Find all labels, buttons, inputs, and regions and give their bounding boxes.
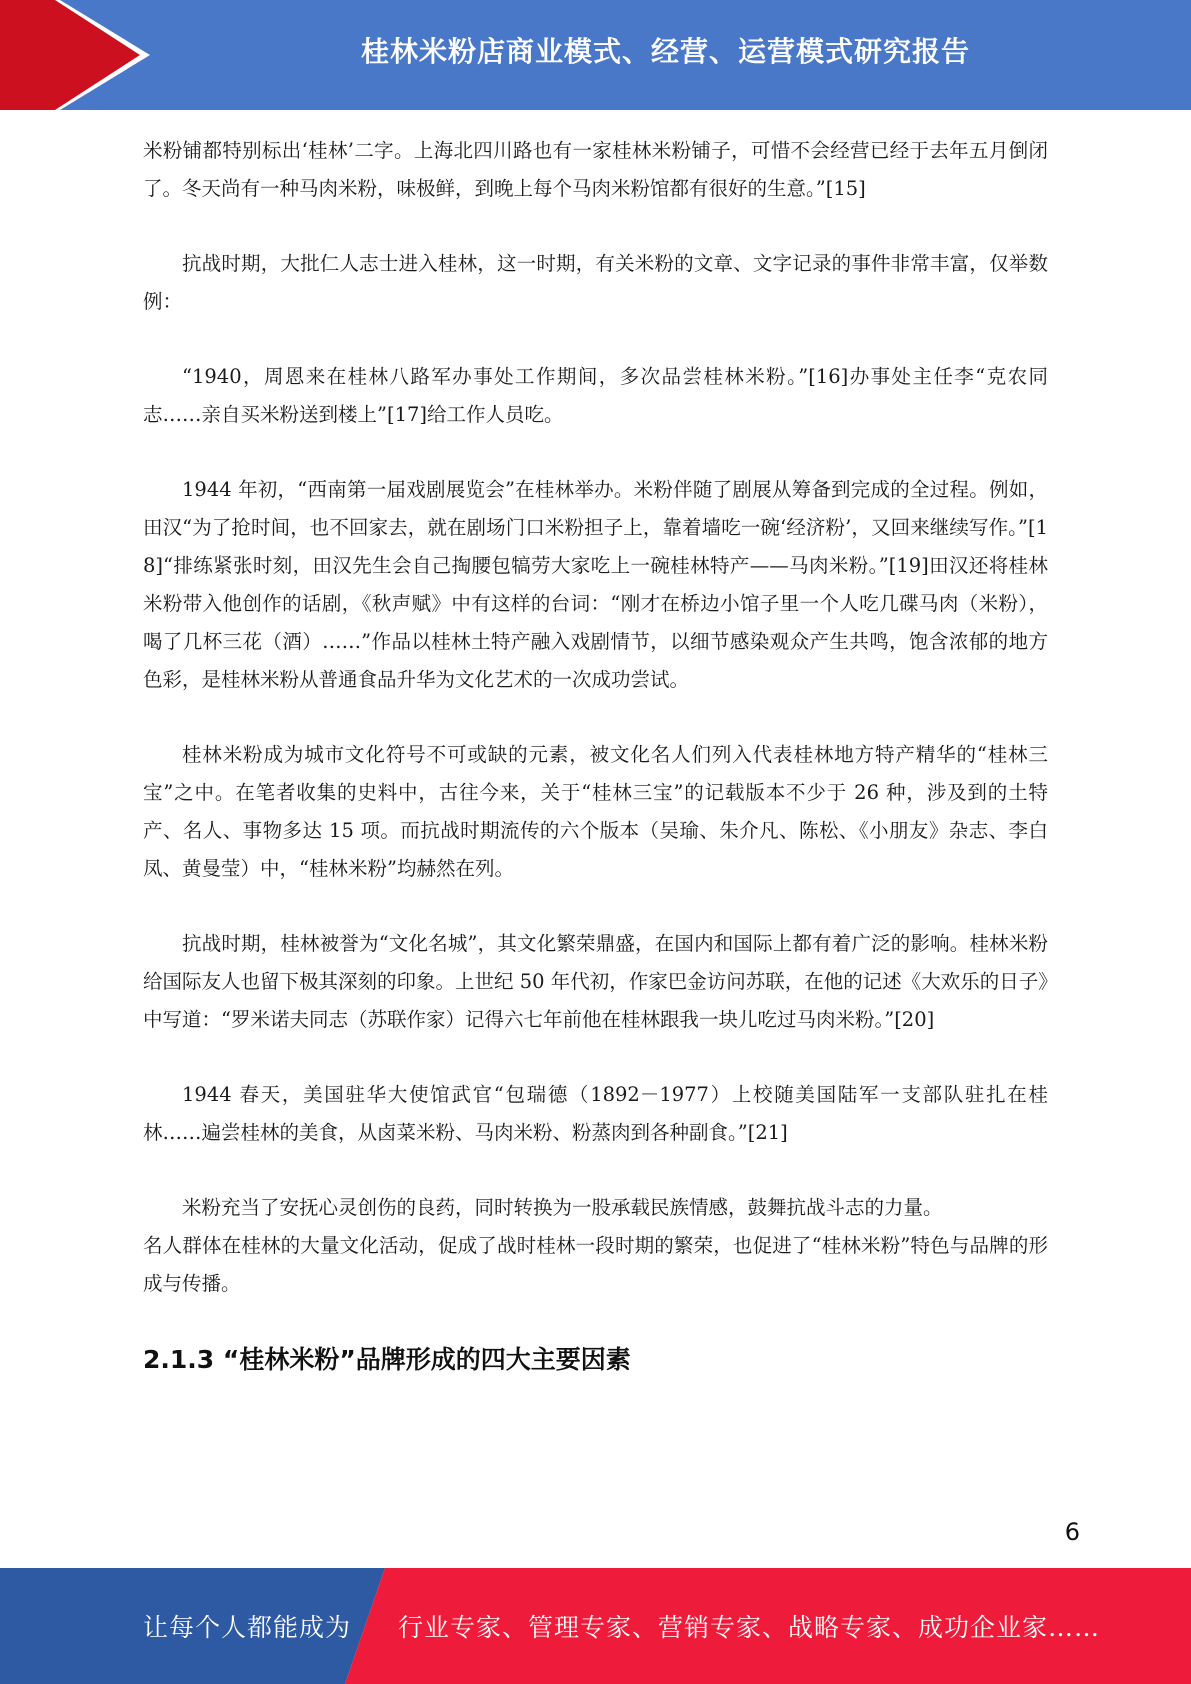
footer-slogan-right: 行业专家、管理专家、营销专家、战略专家、成功企业家…… <box>398 1613 1101 1642</box>
paragraph-group <box>143 1189 1048 1303</box>
page-footer <box>0 1568 1191 1684</box>
report-title: 桂林米粉店商业模式、经营、运营模式研究报告 <box>360 35 970 68</box>
paragraph: 米粉充当了安抚心灵创伤的良药，同时转换为一股承载民族情感，鼓舞抗战斗志的力量。 <box>182 1196 943 1219</box>
page-header <box>0 0 1191 110</box>
paragraph: 抗战时期，大批仁人志士进入桂林，这一时期，有关米粉的文章、文字记录的事件非常丰富，仅举数例： <box>143 252 1048 313</box>
paragraph: 抗战时期，桂林被誉为“文化名城”，其文化繁荣鼎盛，在国内和国际上都有着广泛的影响。桂林米粉给国际友人也留下极其深刻的印象。上世纪 50 年代初，作家巴金访问苏联，在他的记述《大欢乐的日子》中写道：“罗米诺夫同志（苏联作家）记得六七年前他在桂林跟我一块儿吃过马肉米粉。”[20] <box>143 932 1048 1031</box>
paragraph: “1940，周恩来在桂林八路军办事处工作期间，多次品尝桂林米粉。”[16]办事处主任李“克农同志……亲自买米粉送到楼上”[17]给工作人员吃。 <box>143 365 1048 426</box>
paragraph: 米粉铺都特别标出‘桂林’二字。上海北四川路也有一家桂林米粉铺子，可惜不会经营已经于去年五月倒闭了。冬天尚有一种马肉米粉，味极鲜，到晚上每个马肉米粉馆都有很好的生意。”[15] <box>143 139 1048 200</box>
document-body <box>143 132 1048 1380</box>
page-number: 6 <box>1064 1518 1080 1546</box>
paragraph: 1944 年初，“西南第一届戏剧展览会”在桂林举办。米粉伴随了剧展从筹备到完成的全过程。例如，田汉“为了抢时间，也不回家去，就在剧场门口米粉担子上，靠着墙吃一碗‘经济粉’，又回来继续写作。”[18]“排练紧张时刻，田汉先生会自己掏腰包犒劳大家吃上一碗桂林特产——马肉米粉。”[19]田汉还将桂林米粉带入他创作的话剧，《秋声赋》中有这样的台词：“刚才在桥边小馆子里一个人吃几碟马肉（米粉），喝了几杯三花（酒）……”作品以桂林土特产融入戏剧情节，以细节感染观众产生共鸣，饱含浓郁的地方色彩，是桂林米粉从普通食品升华为文化艺术的一次成功尝试。 <box>143 478 1048 691</box>
paragraph: 1944 春天，美国驻华大使馆武官“包瑞德（1892－1977）上校随美国陆军一支部队驻扎在桂林……遍尝桂林的美食，从卤菜米粉、马肉米粉、粉蒸肉到各种副食。”[21] <box>143 1083 1048 1144</box>
paragraph: 名人群体在桂林的大量文化活动，促成了战时桂林一段时期的繁荣，也促进了“桂林米粉”特色与品牌的形成与传播。 <box>143 1234 1048 1295</box>
section-heading: 2.1.3 “桂林米粉”品牌形成的四大主要因素 <box>143 1345 631 1374</box>
footer-slogan-left: 让每个人都能成为 <box>143 1613 352 1642</box>
paragraph: 桂林米粉成为城市文化符号不可或缺的元素，被文化名人们列入代表桂林地方特产精华的“桂林三宝”之中。在笔者收集的史料中，古往今来，关于“桂林三宝”的记载版本不少于 26 种，涉及到的土特产、名人、事物多达 15 项。而抗战时期流传的六个版本（吴瑜、朱介凡、陈松、《小朋友》杂志、李白凤、黄曼莹）中，“桂林米粉”均赫然在列。 <box>143 743 1048 880</box>
